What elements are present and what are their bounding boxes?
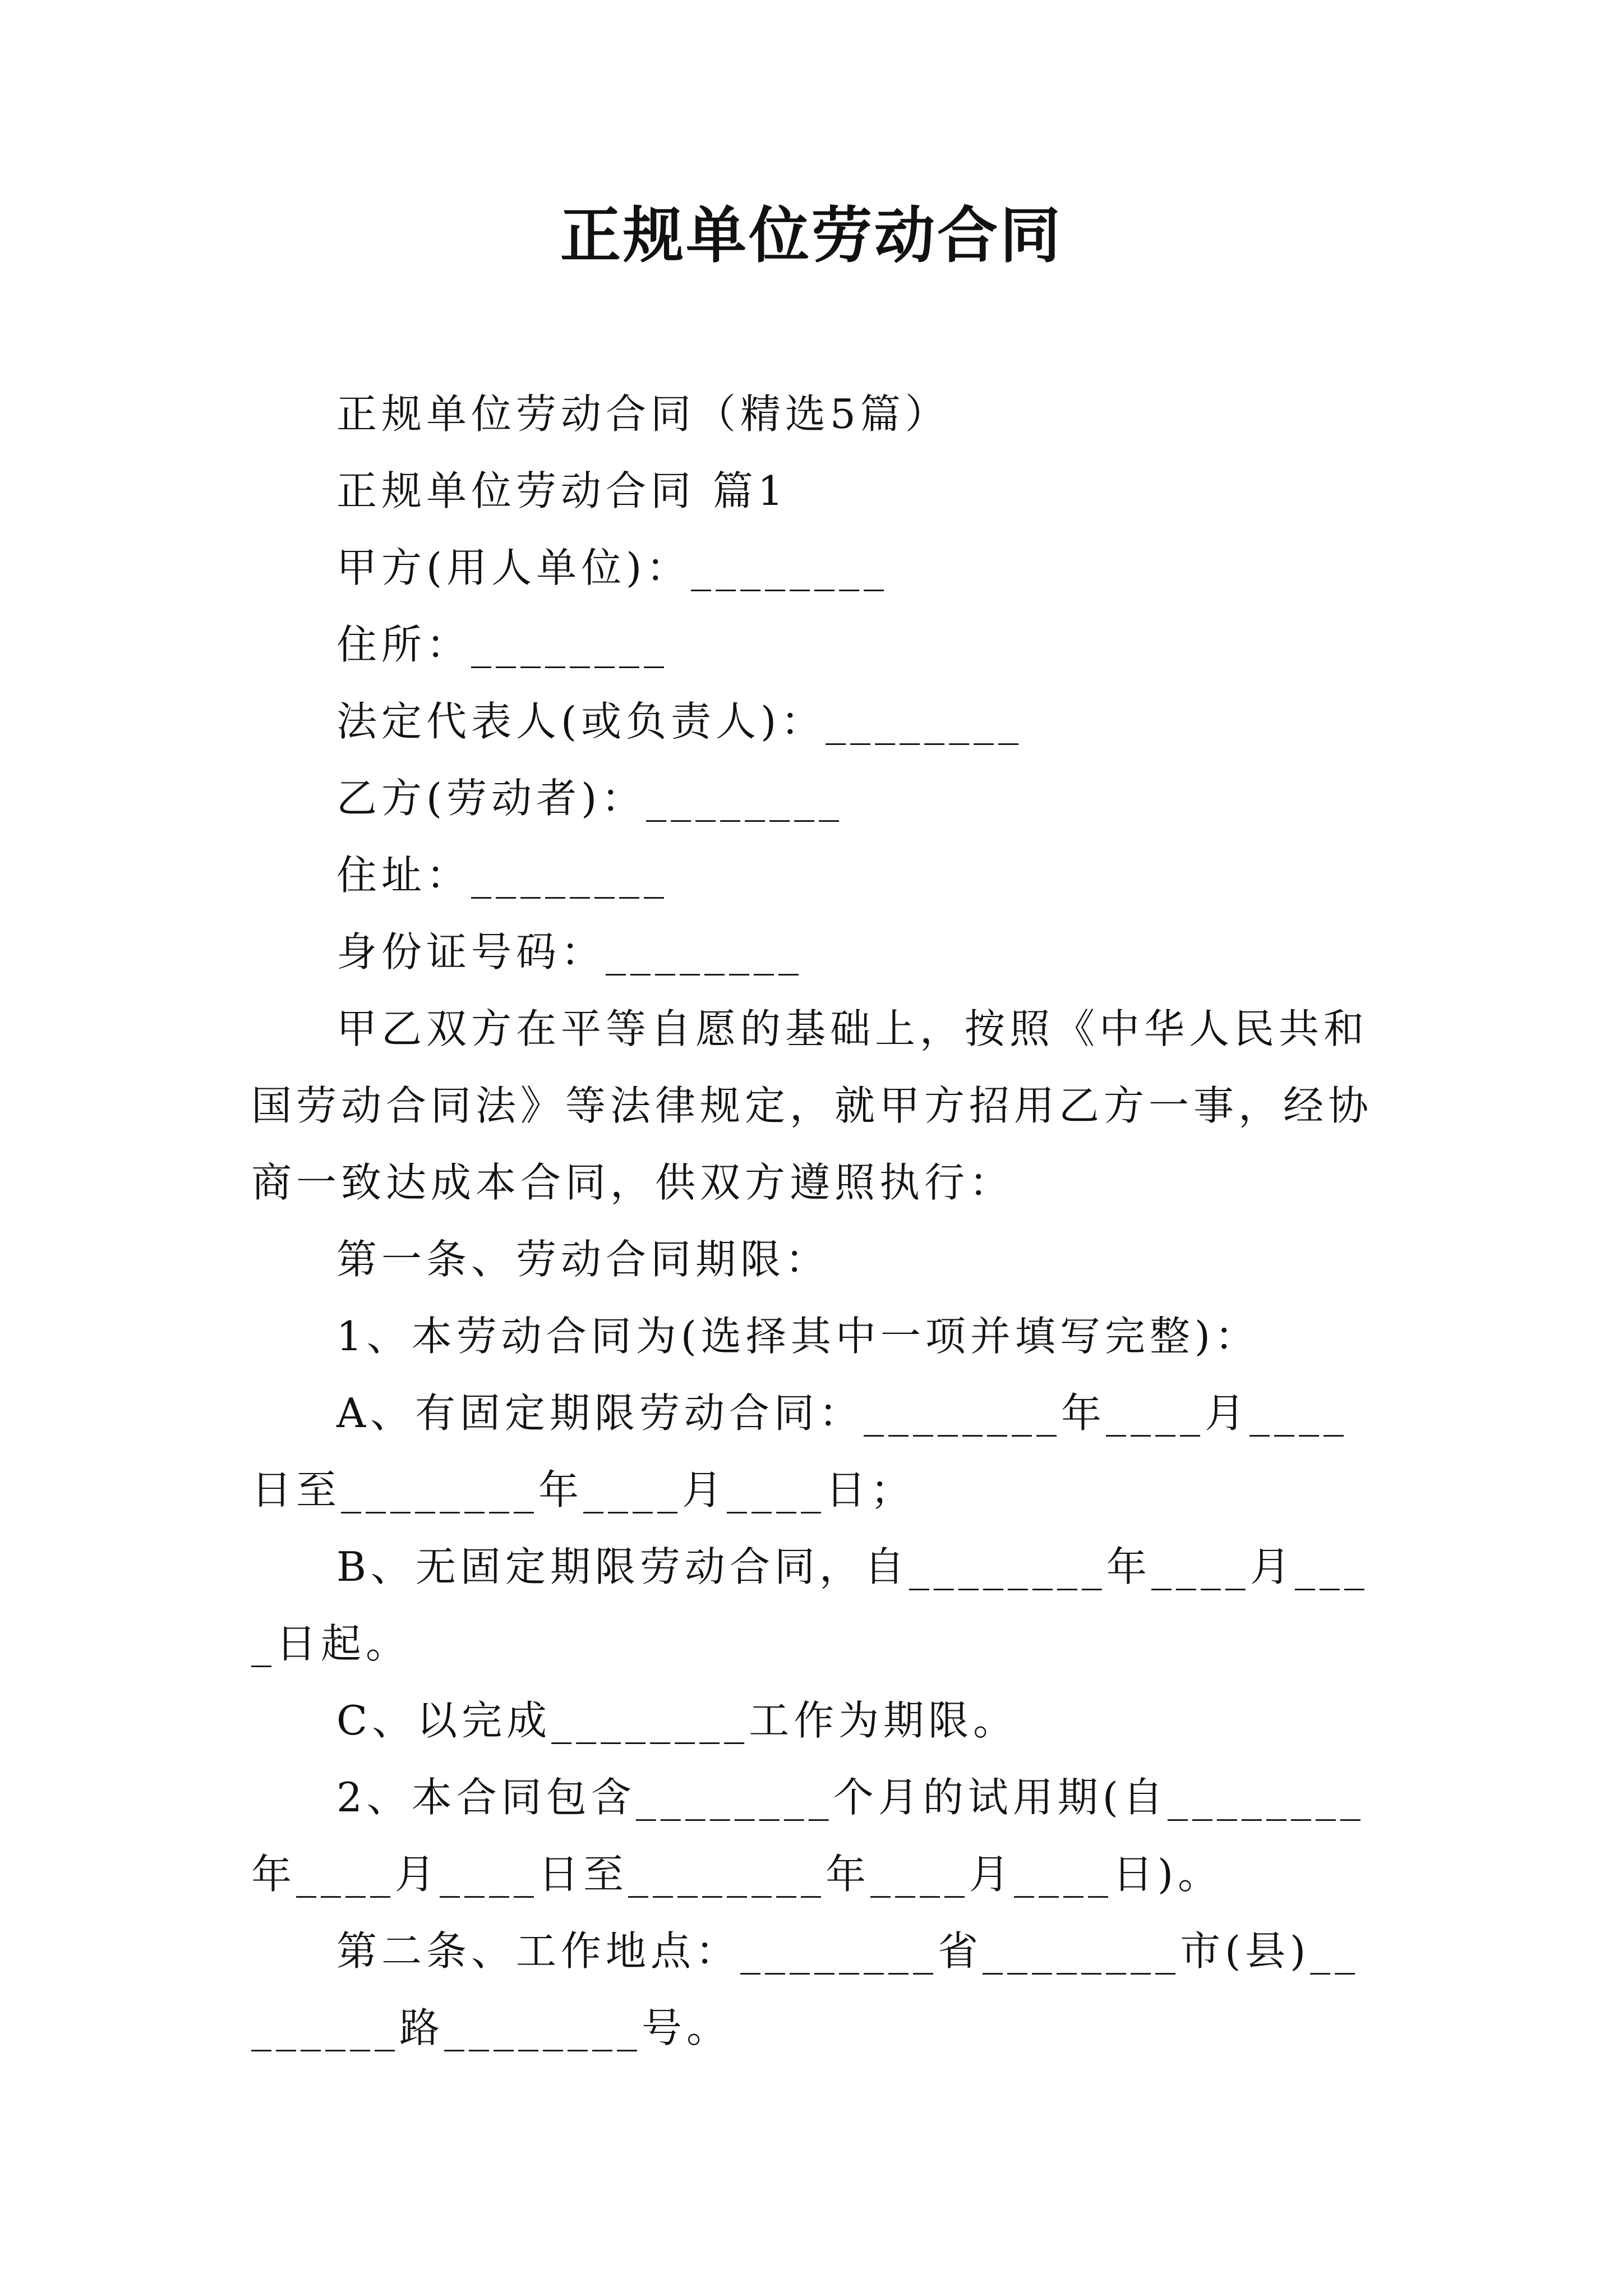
paragraph-option-a: A、有固定期限劳动合同：________年____月____日至________年____月____日；	[251, 1389, 1348, 1513]
document-title: 正规单位劳动合同	[560, 200, 1063, 271]
paragraph-article-1-heading: 第一条、劳动合同期限：	[336, 1236, 831, 1283]
paragraph-preamble: 甲乙双方在平等自愿的基础上，按照《中华人民共和国劳动合同法》等法律规定，就甲方招用乙方一事，经协商一致达成本合同，供双方遵照执行：	[251, 1005, 1373, 1206]
paragraph-subtitle: 正规单位劳动合同（精选5篇）	[336, 390, 950, 438]
paragraph-id-number: 身份证号码：________	[336, 928, 804, 976]
paragraph-section-heading: 正规单位劳动合同 篇1	[336, 467, 788, 514]
paragraph-party-b-address: 住址：________	[336, 852, 669, 899]
paragraph-probation: 2、本合同包含________个月的试用期(自________年____月____日至________年____月____日)。	[251, 1774, 1365, 1898]
paragraph-legal-representative: 法定代表人(或负责人)：________	[336, 698, 1023, 745]
paragraph-party-b: 乙方(劳动者)：________	[336, 775, 844, 822]
paragraph-article-2-workplace: 第二条、工作地点：________省________市(县)________路________号。	[251, 1927, 1360, 2051]
paragraph-option-b: B、无固定期限劳动合同，自________年____月____日起。	[251, 1543, 1369, 1667]
paragraph-option-c: C、以完成________工作为期限。	[336, 1697, 1018, 1744]
paragraph-party-a-address: 住所：________	[336, 621, 669, 668]
paragraph-term-type: 1、本劳动合同为(选择其中一项并填写完整)：	[336, 1313, 1260, 1360]
paragraph-party-a: 甲方(用人单位)：________	[336, 544, 889, 591]
document-body	[251, 376, 1376, 2067]
